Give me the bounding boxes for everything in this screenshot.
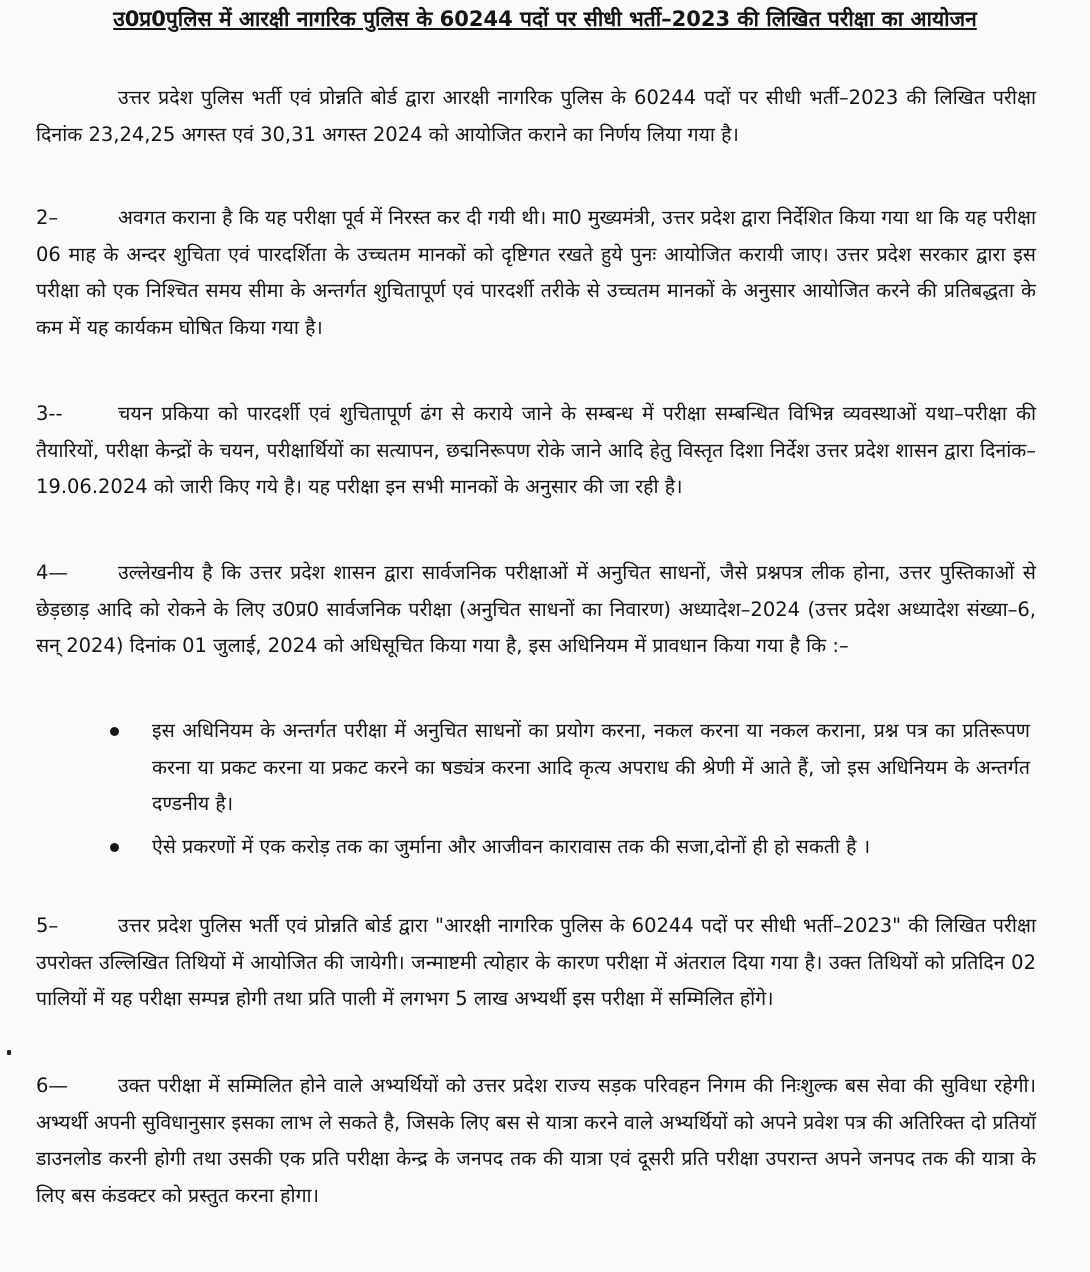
provision-bullet-text: ऐसे प्रकरणों में एक करोड़ तक का जुर्माना और आजीवन कारावास तक की सजा,दोनों ही हो सकती है । <box>152 834 871 858</box>
section-4-text: उल्लेखनीय है कि उत्तर प्रदेश शासन द्वारा सार्वजनिक परीक्षाओं में अनुचित साधनों, जैसे प्रश्नपत्र लीक होना, उत्तर पुस्तिकाओं से छेड़छाड़ आदि को रोकने के लिए उ0प्र0 सार्वजनिक परीक्षा (अनुचित साधनों का निवारण) अध्यादेश–2024 (उत्तर प्रदेश अध्यादेश संख्या–6, सन् 2024) दिनांक 01 जुलाई, 2024 को अधिसूचित किया गया है, इस अधिनियम में प्रावधान किया गया है कि :– <box>36 561 1036 657</box>
section-2-number: 2– <box>36 206 59 229</box>
bullet-dot-icon <box>110 727 119 736</box>
section-3-paragraph <box>36 396 1036 506</box>
section-6-number: 6— <box>36 1074 68 1097</box>
provision-bullet-item <box>110 713 1030 823</box>
scan-speck-mark <box>7 1050 11 1055</box>
provision-bullet-list <box>110 713 1030 871</box>
section-5-paragraph <box>36 908 1036 1018</box>
section-3-text: चयन प्रकिया को पारदर्शी एवं शुचितापूर्ण ढंग से कराये जाने के सम्बन्ध में परीक्षा सम्बन्धित विभिन्न व्यवस्थाओं यथा–परीक्षा की तैयारियों, परीक्षा केन्द्रों के चयन, परीक्षार्थियों का सत्यापन, छद्मनिरूपण रोके जाने आदि हेतु विस्तृत दिशा निर्देश उत्तर प्रदेश शासन द्वारा दिनांक–19.06.2024 को जारी किए गये है। यह परीक्षा इन सभी मानकों के अनुसार की जा रही है। <box>36 402 1036 498</box>
intro-text: उत्तर प्रदेश पुलिस भर्ती एवं प्रोन्नति बोर्ड द्वारा आरक्षी नागरिक पुलिस के 60244 पदों पर सीधी भर्ती–2023 की लिखित परीक्षा दिनांक 23,24,25 अगस्त एवं 30,31 अगस्त 2024 को आयोजित कराने का निर्णय लिया गया है। <box>36 86 1036 146</box>
section-2-text: अवगत कराना है कि यह परीक्षा पूर्व में निरस्त कर दी गयी थी। मा0 मुख्यमंत्री, उत्तर प्रदेश द्वारा निर्देशित किया गया था कि यह परीक्षा 06 माह के अन्दर शुचिता एवं पारदर्शिता के उच्चतम मानकों को दृष्टिगत रखते हुये पुनः आयोजित करायी जाए। उत्तर प्रदेश सरकार द्वारा इस परीक्षा को एक निश्चित समय सीमा के अन्तर्गत शुचितापूर्ण एवं पारदर्शी तरीके से उच्चतम मानकों के अनुसार आयोजित करने की प्रतिबद्धता के कम में यह कार्यकम घोषित किया गया है। <box>36 206 1036 339</box>
intro-paragraph <box>36 80 1036 153</box>
section-2-paragraph <box>36 200 1036 346</box>
provision-bullet-item <box>110 829 1030 866</box>
section-3-number: 3-- <box>36 402 63 425</box>
section-4-paragraph <box>36 555 1036 665</box>
section-4-number: 4— <box>36 561 68 584</box>
provision-bullet-text: इस अधिनियम के अन्तर्गत परीक्षा में अनुचित साधनों का प्रयोग करना, नकल करना या नकल कराना, प्रश्न पत्र का प्रतिरूपण करना या प्रकट करना या प्रकट करने का षड्यंत्र करना आदि कृत्य अपराध की श्रेणी में आते हैं, जो इस अधिनियम के अन्तर्गत दण्डनीय है। <box>152 719 1030 815</box>
section-6-text: उक्त परीक्षा में सम्मिलित होने वाले अभ्यर्थियों को उत्तर प्रदेश राज्य सड़क परिवहन निगम की निःशुल्क बस सेवा की सुविधा रहेगी। अभ्यर्थी अपनी सुविधानुसार इसका लाभ ले सकते है, जिसके लिए बस से यात्रा करने वाले अभ्यर्थियों को अपने प्रवेश पत्र की अतिरिक्त दो प्रतियॉ डाउनलोड करनी होगी तथा उसकी एक प्रति परीक्षा केन्द्र के जनपद तक की यात्रा एवं दूसरी प्रति परीक्षा उपरान्त अपने जनपद तक की यात्रा के लिए बस कंडक्टर को प्रस्तुत करना होगा। <box>36 1074 1036 1207</box>
section-6-paragraph <box>36 1068 1036 1214</box>
section-5-text: उत्तर प्रदेश पुलिस भर्ती एवं प्रोन्नति बोर्ड द्वारा "आरक्षी नागरिक पुलिस के 60244 पदों पर सीधी भर्ती–2023" की लिखित परीक्षा उपरोक्त उल्लिखित तिथियों में आयोजित की जायेगी। जन्माष्टमी त्योहार के कारण परीक्षा में अंतराल दिया गया है। उक्त तिथियों को प्रतिदिन 02 पालियों में यह परीक्षा सम्पन्न होगी तथा प्रति पाली में लगभग 5 लाख अभ्यर्थी इस परीक्षा में सम्मिलित होंगे। <box>36 914 1036 1010</box>
bullet-dot-icon <box>110 843 119 852</box>
document-title: उ0प्र0पुलिस में आरक्षी नागरिक पुलिस के 60244 पदों पर सीधी भर्ती–2023 की लिखित परीक्षा का आयोजन <box>113 7 977 31</box>
section-5-number: 5– <box>36 914 59 937</box>
